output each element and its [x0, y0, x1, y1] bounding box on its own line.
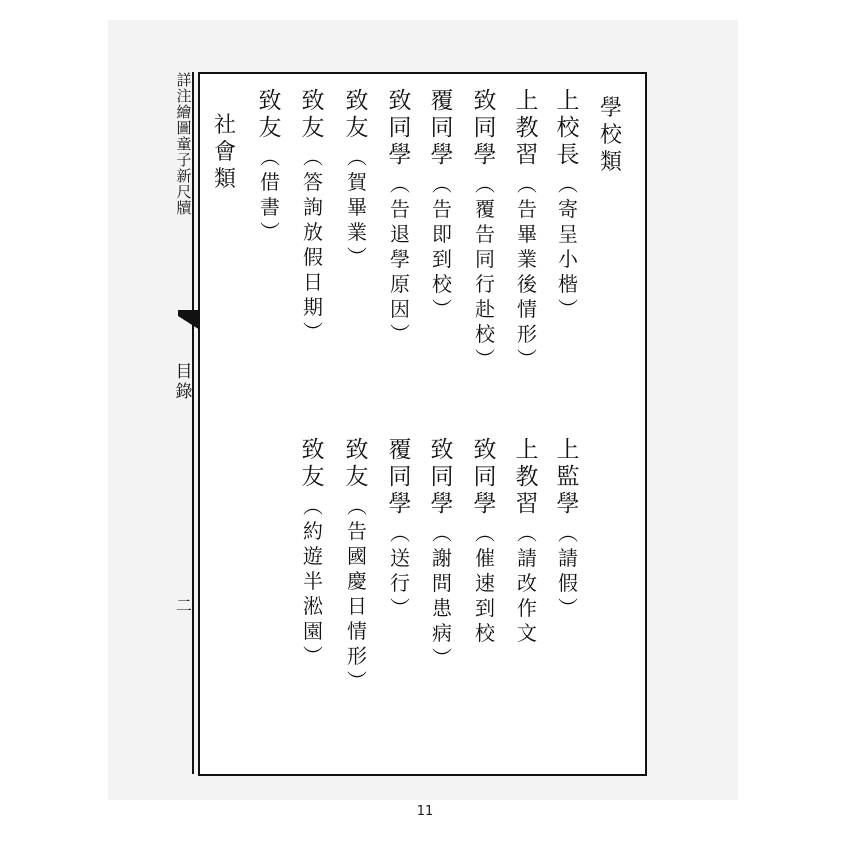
toc-entry[interactable]: 致 友 ︵ 告 國 慶 日 情 形 ︶	[345, 437, 369, 693]
toc-entry[interactable]: 致 友 ︵ 借 書 ︶	[258, 88, 282, 244]
frame-rule	[192, 72, 194, 774]
toc-entry[interactable]: 致 友 ︵ 賀 畢 業 ︶	[345, 88, 369, 269]
section-label: 目 錄	[175, 362, 193, 402]
toc-entry[interactable]: 覆 同 學 ︵ 送 行 ︶	[388, 437, 412, 620]
toc-entry[interactable]: 致 同 學 ︵ 告 退 學 原 因 ︶	[388, 88, 412, 346]
category-heading: 社 會 類	[213, 113, 236, 192]
category-heading: 學 校 類	[599, 96, 622, 175]
toc-entry[interactable]: 致 同 學 ︵ 覆 告 同 行 赴 校 ︶	[473, 88, 497, 371]
toc-entry[interactable]: 致 同 學 ︵ 催 速 到 校	[473, 437, 497, 645]
toc-entry[interactable]: 上 教 習 ︵ 請 改 作 文	[515, 437, 539, 645]
fishtail-mark	[178, 310, 200, 330]
toc-entry[interactable]: 致 同 學 ︵ 謝 問 患 病 ︶	[430, 437, 454, 670]
page-number: 11	[416, 804, 434, 819]
toc-entry[interactable]: 致 友 ︵ 約 遊 半 淞 園 ︶	[301, 437, 325, 668]
toc-entry[interactable]: 上 教 習 ︵ 告 畢 業 後 情 形 ︶	[515, 88, 539, 371]
book-title: 詳 注 繪 圖 童 子 新 尺 牘	[176, 71, 192, 217]
toc-entry[interactable]: 上 監 學 ︵ 請 假 ︶	[556, 437, 580, 620]
toc-entry[interactable]: 覆 同 學 ︵ 告 即 到 校 ︶	[430, 88, 454, 321]
toc-entry[interactable]: 上 校 長 ︵ 寄 呈 小 楷 ︶	[556, 88, 580, 321]
toc-entry[interactable]: 致 友 ︵ 答 詢 放 假 日 期 ︶	[301, 88, 325, 344]
folio-number: 二	[175, 596, 192, 615]
